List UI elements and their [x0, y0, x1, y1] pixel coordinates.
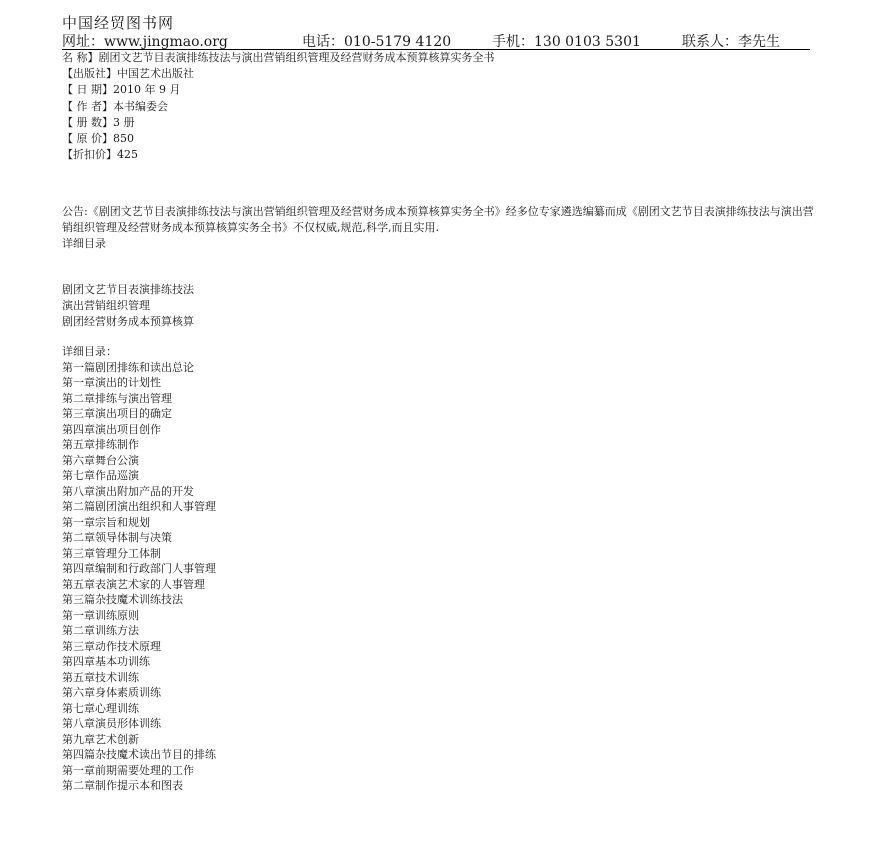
- book-author: 【 作 者】本书编委会: [62, 99, 168, 113]
- list-item: 第五章排练制作: [62, 438, 139, 451]
- website-text: 网址：www.jingmao.org: [62, 34, 228, 50]
- list-item: 第二章训练方法: [62, 624, 139, 637]
- list-item: 第八章演员形体训练: [62, 717, 161, 730]
- notice-section: [62, 204, 822, 252]
- list-item: 第七章心理训练: [62, 701, 139, 715]
- list-item: 第三章管理分工体制: [62, 546, 161, 560]
- book-info: [62, 50, 822, 163]
- list-item: 第四章演出项目创作: [62, 422, 161, 436]
- site-title: 中国经贸图书网: [62, 14, 175, 32]
- book-discount-price: 【折扣价】425: [62, 148, 138, 162]
- list-item: 第二章排练与演出管理: [62, 391, 172, 405]
- list-item: 第三章动作技术原理: [62, 639, 161, 653]
- list-item: 剧团经营财务成本预算核算: [62, 315, 194, 328]
- list-item: 第九章艺术创新: [62, 732, 139, 746]
- book-date: 【 日 期】2010 年 9 月: [62, 83, 181, 97]
- book-volumes: 【 册 数】3 册: [62, 115, 135, 129]
- list-item: 第四章基本功训练: [62, 655, 150, 668]
- list-item: 第五章表演艺术家的人事管理: [62, 577, 205, 591]
- phone-text: 电话：010-5179 4120: [302, 34, 452, 50]
- list-item: 剧团文艺节目表演排练技法: [62, 283, 194, 296]
- list-item: 第二篇剧团演出组织和人事管理: [62, 500, 216, 513]
- list-item: 演出营销组织管理: [62, 299, 150, 312]
- notice-text: 公告:《剧团文艺节目表演排练技法与演出营销组织管理及经营财务成本预算核算实务全书》经多位专家遴选编纂而成《剧团文艺节目表演排练技法与演出营销组织管理及经营财务成本预算核算实务全书》不仅权威,规范,科学,而且实用.: [62, 205, 814, 234]
- list-item: 第三篇杂技魔术训练技法: [62, 593, 183, 606]
- toc-heading: 详细目录：: [62, 345, 117, 358]
- contact-person-text: 联系人：李先生: [682, 34, 780, 50]
- list-item: 第四篇杂技魔术读出节目的排练: [62, 748, 216, 761]
- list-item: 第七章作品巡演: [62, 469, 139, 482]
- detail-heading: 详细目录: [62, 237, 106, 250]
- list-item: 第四章编制和行政部门人事管理: [62, 562, 216, 575]
- list-item: 第一章宗旨和规划: [62, 515, 150, 529]
- mobile-text: 手机：130 0103 5301: [492, 34, 641, 50]
- contact-bar: [62, 31, 810, 50]
- summary-list: [62, 282, 194, 330]
- list-item: 第一章演出的计划性: [62, 376, 161, 389]
- list-item: 第一篇剧团排练和读出总论: [62, 360, 194, 374]
- list-item: 第八章演出附加产品的开发: [62, 484, 194, 498]
- book-name: 名 称】剧团文艺节目表演排练技法与演出营销组织管理及经营财务成本预算核算实务全书: [62, 51, 495, 64]
- book-publisher: 【出版社】中国艺术出版社: [62, 67, 194, 81]
- list-item: 第一章前期需要处理的工作: [62, 763, 194, 777]
- list-item: 第六章身体素质训练: [62, 686, 161, 699]
- list-item: 第二章制作提示本和图表: [62, 779, 183, 792]
- list-item: 第六章舞台公演: [62, 453, 139, 467]
- list-item: 第三章演出项目的确定: [62, 407, 172, 420]
- list-item: 第五章技术训练: [62, 670, 139, 684]
- book-original-price: 【 原 价】850: [62, 132, 134, 146]
- list-item: 第一章训练原则: [62, 608, 139, 622]
- toc-list: [62, 344, 216, 794]
- list-item: 第二章领导体制与决策: [62, 531, 172, 544]
